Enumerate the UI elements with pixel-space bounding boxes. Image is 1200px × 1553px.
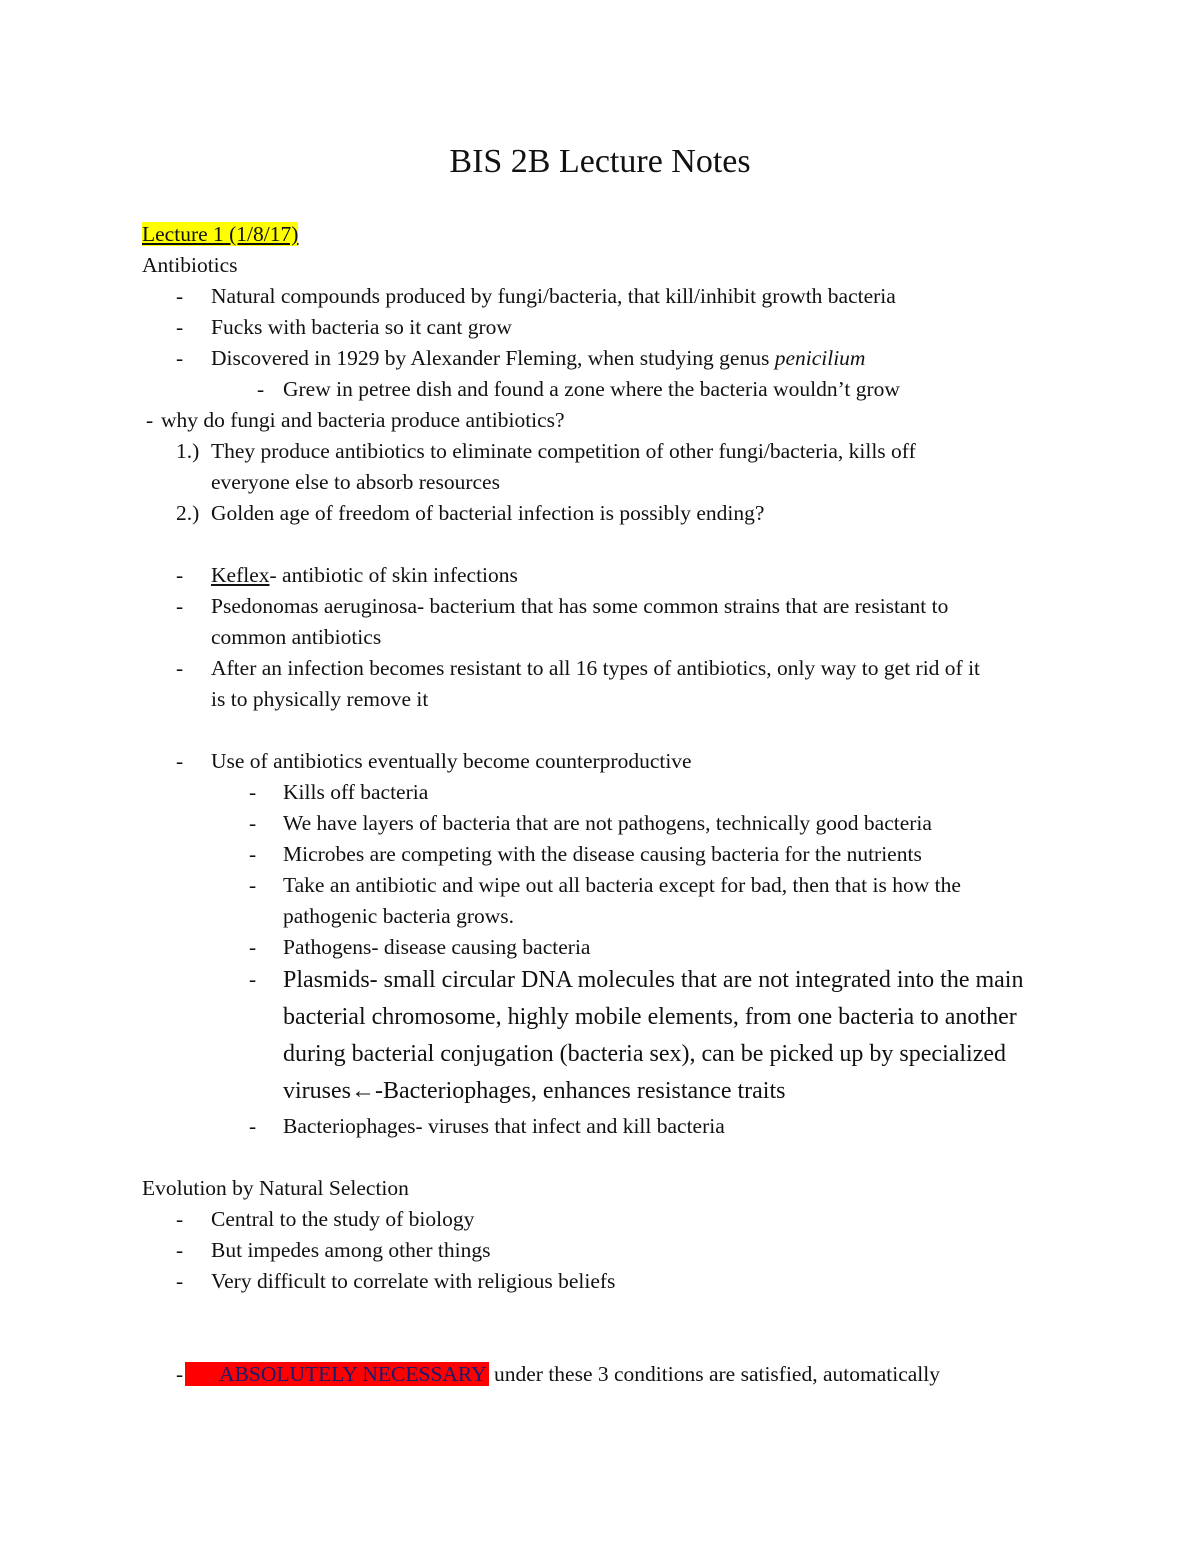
plasmids-text-cont: viruses←-Bacteriophages, enhances resistance traits (283, 1078, 786, 1104)
bullet-text (211, 343, 865, 373)
bullet-dash: - (176, 594, 184, 618)
sub-bullet-dash: - (249, 780, 257, 804)
page-title: BIS 2B Lecture Notes (449, 143, 751, 180)
bullet-text-cont: common antibiotics (211, 625, 382, 649)
sub-bullet-dash: - (249, 873, 257, 897)
bullet-dash: - (176, 1362, 184, 1386)
evolution-heading: Evolution by Natural Selection (142, 1176, 409, 1200)
bullet-text: Use of antibiotics eventually become counterproductive (211, 749, 692, 773)
sub-bullet-text: Take an antibiotic and wipe out all bacteria except for bad, then that is how the (283, 873, 961, 897)
bullet-dash: - (146, 408, 154, 432)
numbered-item: Golden age of freedom of bacterial infection is possibly ending? (211, 501, 765, 525)
lecture-heading (142, 219, 298, 249)
genus-name: penicilium (774, 346, 866, 370)
sub-bullet-text: Bacteriophages- viruses that infect and kill bacteria (283, 1114, 725, 1138)
bullet-text: Natural compounds produced by fungi/bacteria, that kill/inhibit growth bacteria (211, 284, 896, 308)
sub-bullet-text: Pathogens- disease causing bacteria (283, 935, 591, 959)
bullet-text: Fucks with bacteria so it cant grow (211, 315, 512, 339)
sub-bullet-dash: - (249, 811, 257, 835)
bullet-text (211, 1359, 940, 1389)
bullet-text (211, 560, 518, 590)
plasmids-text-cont: during bacterial conjugation (bacteria sex), can be picked up by specialized (283, 1041, 1007, 1067)
numbered-item: They produce antibiotics to eliminate competition of other fungi/bacteria, kills off (211, 439, 916, 463)
sub-bullet-text-cont: pathogenic bacteria grows. (283, 904, 515, 928)
antibiotics-heading: Antibiotics (142, 253, 238, 277)
bullet-text: Central to the study of biology (211, 1207, 475, 1231)
bullet-dash: - (176, 1238, 184, 1262)
bullet-text-cont: is to physically remove it (211, 687, 429, 711)
numbered-item-cont: everyone else to absorb resources (211, 470, 500, 494)
bullet-text: Very difficult to correlate with religious beliefs (211, 1269, 616, 1293)
bullet-dash: - (176, 284, 184, 308)
bullet-text-main: Discovered in 1929 by Alexander Fleming, when studying genus (211, 346, 775, 370)
sub-bullet-dash: - (249, 935, 257, 959)
conditions-text: under these 3 conditions are satisfied, automatically (488, 1362, 940, 1386)
bullet-text: But impedes among other things (211, 1238, 491, 1262)
sub-bullet-text: Grew in petree dish and found a zone where the bacteria wouldn’t grow (283, 377, 900, 401)
sub-bullet-text: We have layers of bacteria that are not pathogens, technically good bacteria (283, 811, 932, 835)
list-number: 1.) (176, 439, 200, 463)
sub-bullet-dash: - (257, 377, 265, 401)
plasmids-text-cont: bacterial chromosome, highly mobile elements, from one bacteria to another (283, 1004, 1017, 1030)
absolutely-necessary-highlight: ABSOLUTELY NECESSARY (185, 1362, 489, 1386)
bullet-dash: - (176, 656, 184, 680)
sub-bullet-text: Kills off bacteria (283, 780, 429, 804)
list-number: 2.) (176, 501, 200, 525)
sub-bullet-dash: - (249, 967, 257, 991)
bullet-dash: - (176, 1269, 184, 1293)
sub-bullet-dash: - (249, 1114, 257, 1138)
bullet-dash: - (176, 563, 184, 587)
bullet-dash: - (176, 315, 184, 339)
plasmids-text: Plasmids- small circular DNA molecules that are not integrated into the main (283, 967, 1024, 993)
lecture-label: Lecture 1 (1/8/17) (142, 222, 299, 246)
sub-bullet-text: Microbes are competing with the disease causing bacteria for the nutrients (283, 842, 922, 866)
bullet-dash: - (176, 749, 184, 773)
sub-bullet-dash: - (249, 842, 257, 866)
bullet-text: Psedonomas aeruginosa- bacterium that has some common strains that are resistant to (211, 594, 949, 618)
bullet-text: After an infection becomes resistant to all 16 types of antibiotics, only way to get rid of it (211, 656, 981, 680)
bullet-dash: - (176, 1207, 184, 1231)
keflex-term: Keflex (211, 563, 270, 587)
keflex-definition: - antibiotic of skin infections (269, 563, 518, 587)
question-text: why do fungi and bacteria produce antibiotics? (161, 408, 565, 432)
bullet-dash: - (176, 346, 184, 370)
